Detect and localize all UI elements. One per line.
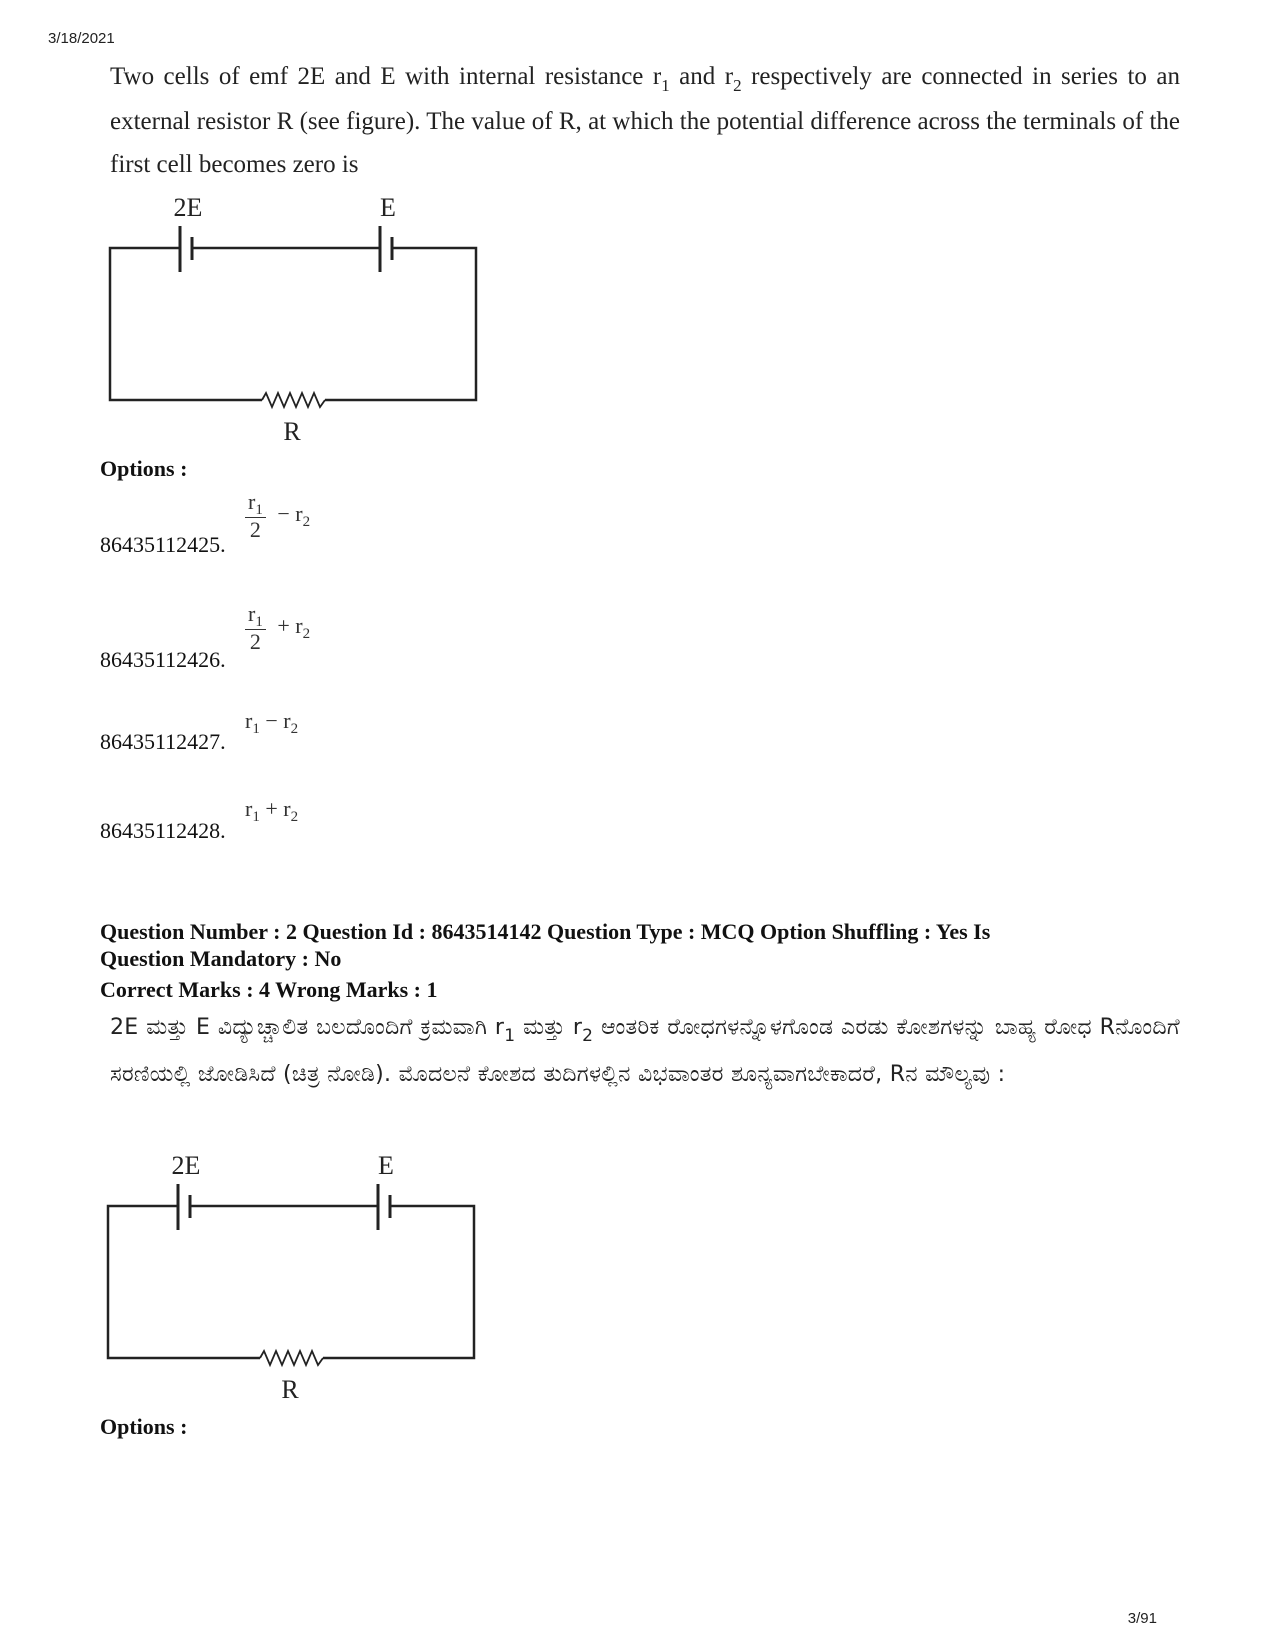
question-1-text: Two cells of emf 2E and E with internal resistance $r_1$ and $r_2$ respectively are connected in series to an external resistor R (see figure). The value of R, at which the potential difference across the terminals of the first cell becomes zero is	[110, 63, 1180, 178]
page-number: 3/91	[1127, 1610, 1157, 1627]
option-formula: $r_1 - r_2$	[245, 708, 299, 737]
option-formula: $\frac{r_1}{2}$ − $r_2$	[245, 490, 310, 542]
print-date: 3/18/2021	[48, 30, 115, 47]
option-formula: $\frac{r_1}{2}$ + $r_2$	[245, 602, 310, 654]
resistor-label: R	[281, 1375, 299, 1404]
option-id: 86435112427.	[100, 729, 226, 754]
cell-2-label: E	[378, 1151, 394, 1180]
question-2-text: 2E ಮತ್ತು E ವಿದ್ಯುಚ್ಚಾಲಿತ ಬಲದೊಂದಿಗೆ ಕ್ರಮವಾಗಿ $r_1$ ಮತ್ತು $r_2$ ಆಂತರಿಕ ರೋಧಗಳನ್ನೊಳಗೊಂಡ ಎರಡು ಕೋಶಗಳನ್ನು ಬಾಹ್ಯ ರೋಧ Rನೊಂದಿಗೆ ಸರಣಿಯಲ್ಲಿ ಜೋಡಿಸಿದೆ (ಚಿತ್ರ ನೋಡಿ). ಮೊದಲನೆ ಕೋಶದ ತುದಿಗಳಲ್ಲಿನ ವಿಭವಾಂತರ ಶೂನ್ಯವಾಗಬೇಕಾದರೆ, Rನ ಮೌಲ್ಯವು :	[110, 1015, 1180, 1087]
option-id: 86435112428.	[100, 818, 226, 843]
circuit-diagram-2	[98, 1148, 498, 1410]
question-2-meta: Question Number : 2 Question Id : 8643514142 Question Type : MCQ Option Shuffling : Yes Is Question Mandatory : No	[100, 919, 991, 971]
options-label-1: Options :	[100, 456, 188, 481]
options-label-2: Options :	[100, 1414, 188, 1439]
option-formula: $r_1 + r_2$	[245, 796, 299, 825]
question-2-marks: Correct Marks : 4 Wrong Marks : 1	[100, 977, 438, 1002]
cell-1-label: 2E	[173, 193, 203, 222]
resistor-label: R	[283, 417, 301, 446]
option-id: 86435112426.	[100, 647, 226, 672]
cell-2-label: E	[380, 193, 396, 222]
option-id: 86435112425.	[100, 532, 226, 557]
circuit-diagram-1	[100, 190, 500, 452]
cell-1-label: 2E	[171, 1151, 201, 1180]
